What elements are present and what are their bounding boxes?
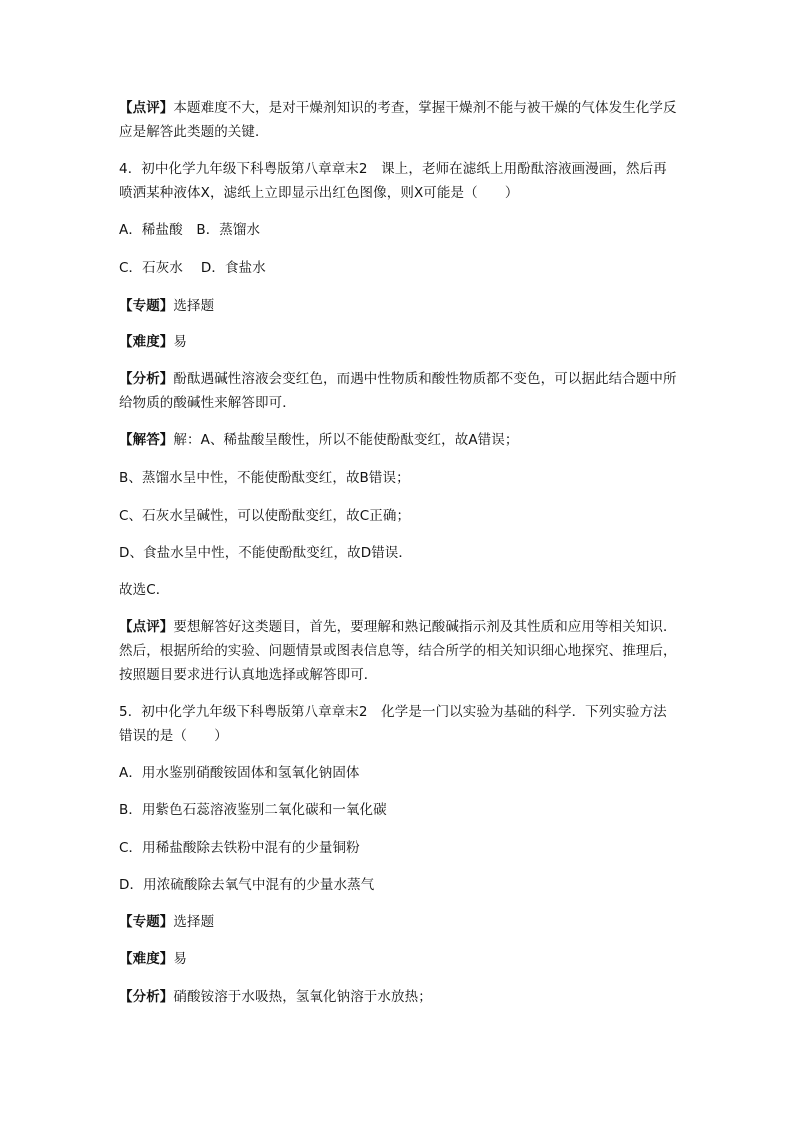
analysis-paragraph — [119, 367, 679, 415]
question-4-options-cd — [119, 256, 679, 280]
section-tag: 【点评】 — [119, 100, 174, 116]
paragraph-text: 故选C． — [119, 582, 170, 598]
option-text: B．用紫色石蕊溶液鉴别二氧化碳和一氧化碳 — [119, 802, 387, 818]
topic-line — [119, 294, 679, 318]
paragraph-text: 要想解答好这类题目，首先，要理解和熟记酸碱指示剂及其性质和应用等相关知识．然后，根据所给的实验、问题情景或图表信息等，结合所学的相关知识细心地探究、推理后，按照题目要求进行认真地选择或解答即可． — [119, 619, 677, 683]
paragraph-text: 酚酞遇碱性溶液会变红色，而遇中性物质和酸性物质都不变色，可以据此结合题中所给物质的酸碱性来解答即可． — [119, 371, 677, 411]
option-text: D．用浓硫酸除去氧气中混有的少量水蒸气 — [119, 877, 375, 893]
section-tag: 【分析】 — [119, 989, 174, 1005]
paragraph-text: 选择题 — [173, 914, 215, 930]
solution-line-d — [119, 541, 679, 565]
paragraph-text: 4．初中化学九年级下科粤版第八章章末2 课上，老师在滤纸上用酚酞溶液画漫画，然后再喷洒某种液体X，滤纸上立即显示出红色图像，则X可能是（ ） — [119, 161, 667, 201]
comment-paragraph — [119, 615, 679, 687]
section-tag: 【点评】 — [119, 619, 174, 635]
difficulty-line — [119, 947, 679, 971]
question-5-option-c — [119, 836, 679, 860]
comment-paragraph — [119, 96, 679, 144]
paragraph-text: 易 — [173, 951, 188, 967]
question-5-option-b — [119, 798, 679, 822]
option-text: A．用水鉴别硝酸铵固体和氢氧化钠固体 — [119, 765, 360, 781]
paragraph-text: B、蒸馏水呈中性，不能使酚酞变红，故B错误； — [119, 470, 410, 486]
paragraph-text: C、石灰水呈碱性，可以使酚酞变红，故C正确； — [119, 508, 411, 524]
paragraph-text: 解：A、稀盐酸呈酸性，所以不能使酚酞变红，故A错误； — [173, 432, 519, 448]
paragraph-text: 选择题 — [173, 298, 215, 314]
section-tag: 【难度】 — [119, 951, 174, 967]
question-5-option-a — [119, 761, 679, 785]
section-tag: 【分析】 — [119, 371, 174, 387]
paragraph-text: 硝酸铵溶于水吸热，氢氧化钠溶于水放热； — [173, 989, 432, 1005]
solution-line-c — [119, 504, 679, 528]
option-text: A．稀盐酸 B．蒸馏水 — [119, 222, 261, 238]
paragraph-text: 5．初中化学九年级下科粤版第八章章末2 化学是一门以实验为基础的科学．下列实验方法错误的是（ ） — [119, 704, 667, 744]
option-text: C．石灰水 D．食盐水 — [119, 260, 266, 276]
solution-line-a — [119, 428, 679, 452]
paragraph-text: 本题难度不大，是对干燥剂知识的考查，掌握干燥剂不能与被干燥的气体发生化学反应是解答此类题的关键． — [119, 100, 677, 140]
paragraph-text: 易 — [173, 334, 188, 350]
difficulty-line — [119, 330, 679, 354]
section-tag: 【专题】 — [119, 914, 174, 930]
answer-line — [119, 578, 679, 602]
paragraph-text: D、食盐水呈中性，不能使酚酞变红，故D错误． — [119, 545, 412, 561]
section-tag: 【解答】 — [119, 432, 174, 448]
option-text: C．用稀盐酸除去铁粉中混有的少量铜粉 — [119, 840, 360, 856]
topic-line — [119, 910, 679, 934]
section-tag: 【难度】 — [119, 334, 174, 350]
question-5-option-d — [119, 873, 679, 897]
question-4-stem — [119, 157, 679, 205]
analysis-line — [119, 985, 679, 1009]
solution-line-b — [119, 466, 679, 490]
section-tag: 【专题】 — [119, 298, 174, 314]
question-4-options-ab — [119, 218, 679, 242]
question-5-stem — [119, 700, 679, 748]
